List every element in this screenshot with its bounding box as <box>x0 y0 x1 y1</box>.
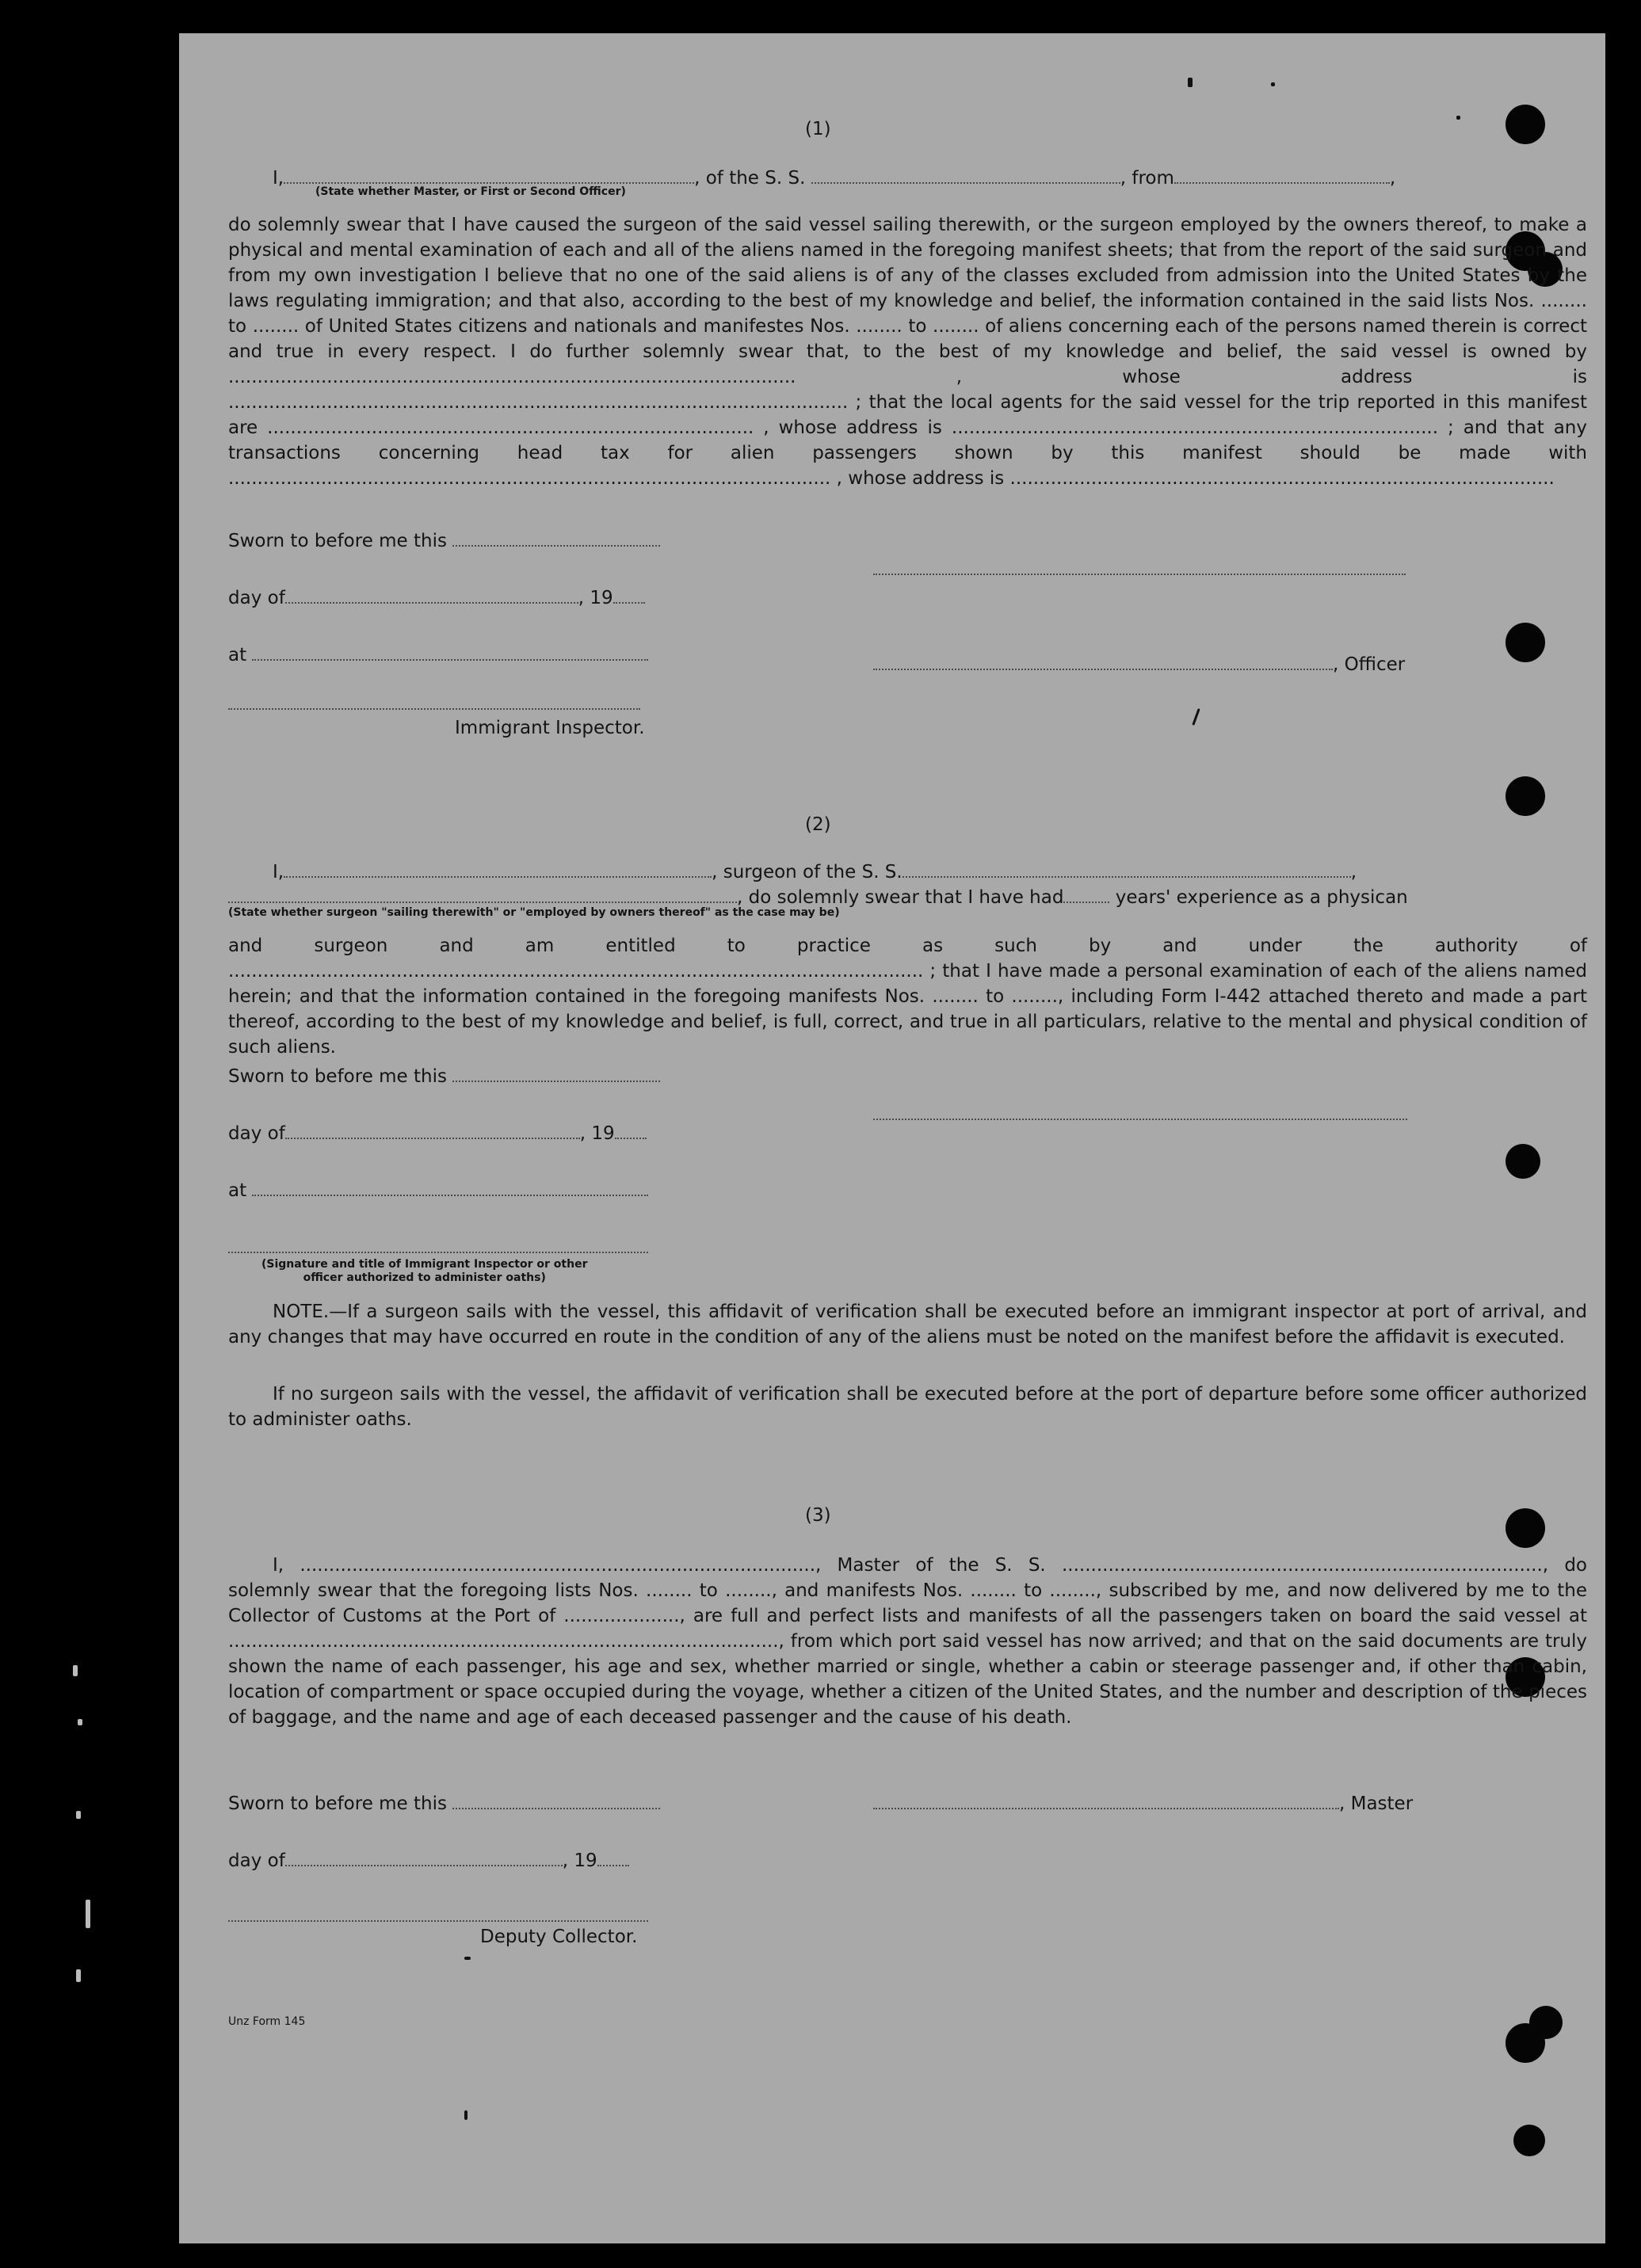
ink-speck <box>464 2110 467 2120</box>
officer-line-note: (State whether Master, or First or Second Officer) <box>315 185 626 198</box>
punch-hole <box>1506 1508 1545 1548</box>
section1-body: do solemnly swear that I have caused the surgeon of the said vessel sailing therewith, or the surgeon employed by the owners thereof, to make a physical and mental examination of each and all of the aliens named in the foregoing manifest sheets; that from the report of the said surgeon and from my own investigation I believe that no one of the said aliens is of any of the classes excluded from admission into the United States by the laws regulating immigration; and that also, according to the best of my knowledge and belief, the information contained in the said lists Nos. ........ to ........ of United States citizens and nationals and manifestes Nos. ........ to ........ of aliens concerning each of the persons named therein is correct and true in every respect. I do further solemnly swear that, to the best of my knowledge and belief, the said vessel is owned by .................................................................................................. , whose address is ........................................................................................................... ; that the local agents for the said vessel for the trip reported in this manifest are .................................................................................... , whose address is .................................................................................... ; and that any transactions concerning head tax for alien passengers shown by this manifest should be made with ........................................................................................................ , whose address is .............................................................................................. <box>228 215 1587 489</box>
sworn-line: Sworn to before me this <box>228 1065 660 1087</box>
experience-line: , do solemnly swear that I have had years' experience as a physican <box>228 886 1408 908</box>
punch-hole <box>1513 2125 1545 2156</box>
margin-mark <box>78 1719 82 1725</box>
margin-mark <box>76 1969 81 1982</box>
note-paragraph: NOTE.—If a surgeon sails with the vessel, this affidavit of verification shall be executed before an immigrant inspector at port of arrival, and any changes that may have occurred en route in the condition of any of the aliens must be noted on the manifest before the affidavit is executed. <box>228 1302 1587 1347</box>
collector-line <box>228 1920 648 1922</box>
day-line: day of , 19 <box>228 1849 629 1871</box>
section-number: (2) <box>805 814 831 835</box>
note-paragraph: If no surgeon sails with the vessel, the affidavit of verification shall be executed before at the port of departure before some officer authorized to administer oaths. <box>228 1384 1587 1430</box>
section-number: (1) <box>805 119 831 139</box>
ink-speck <box>1271 82 1275 86</box>
inspector-line <box>228 1252 648 1253</box>
inspector-label: Immigrant Inspector. <box>455 718 645 738</box>
section2-body: and surgeon and am entitled to practice as such by and under the authority of ........................................................................................................................ ; that I have made a personal examination of each of the aliens named herein; and that the information contained in the foregoing manifests Nos. ........ to ........, including Form I-442 attached thereto and made a part thereof, according to the best of my knowledge and belief, is full, correct, and true in all particulars, relative to the mental and physical condition of such aliens. <box>228 936 1587 1058</box>
sworn-line: Sworn to before me this <box>228 1792 660 1814</box>
surgeon-line-note: (State whether surgeon "sailing therewith" or "employed by owners thereof" as the case may be) <box>228 906 840 919</box>
punch-hole <box>1506 623 1545 662</box>
signature-line <box>873 574 1406 575</box>
margin-mark <box>76 1811 81 1819</box>
officer-line: I, , of the S. S. , from , <box>273 168 1396 189</box>
margin-mark <box>73 1665 78 1676</box>
collector-label: Deputy Collector. <box>480 1927 638 1947</box>
punch-hole <box>1506 776 1545 816</box>
signature-line <box>873 1119 1407 1120</box>
at-line: at <box>228 1179 648 1201</box>
ink-speck <box>1192 708 1200 726</box>
master-signature-line: , Master <box>873 1792 1413 1814</box>
form-number: Unz Form 145 <box>228 2015 306 2028</box>
inspector-line <box>228 708 640 710</box>
manifest-affidavit-page <box>179 33 1605 2243</box>
margin-mark <box>86 1900 90 1928</box>
punch-hole <box>1506 105 1545 144</box>
section-number: (3) <box>805 1505 831 1526</box>
sworn-line: Sworn to before me this <box>228 529 660 551</box>
surgeon-line: I, , surgeon of the S. S. , <box>273 862 1357 882</box>
punch-hole <box>1506 1144 1540 1179</box>
officer-signature-line: , Officer <box>873 653 1405 675</box>
ink-speck <box>464 1957 471 1960</box>
day-line: day of , 19 <box>228 1122 647 1144</box>
day-line: day of , 19 <box>228 586 645 608</box>
section3-body: I, ........................................................................................., Master of the S. S. ..................................................................................., do solemnly swear that the foregoing lists Nos. ........ to ........, and manifests Nos. ........ to ........, subscribed by me, and now delivered by me to the Collector of Customs at the Port of ...................., are full and perfect lists and manifests of all the passengers taken on board the said vessel at ..............................................................................................., from which port said vessel has now arrived; and that on the said documents are truly shown the name of each passenger, his age and sex, whether married or single, whether a cabin or steerage passenger and, if other than cabin, location of compartment or space occupied during the voyage, whether a citizen of the United States, and the number and description of the pieces of baggage, and the name and age of each deceased passenger and the cause of his death. <box>228 1555 1587 1728</box>
ink-speck <box>1456 116 1460 120</box>
ink-speck <box>1188 78 1193 87</box>
signature-note: (Signature and title of Immigrant Inspector or other officer authorized to administer oaths) <box>261 1258 588 1284</box>
punch-hole <box>1529 2006 1563 2039</box>
at-line: at <box>228 643 648 665</box>
